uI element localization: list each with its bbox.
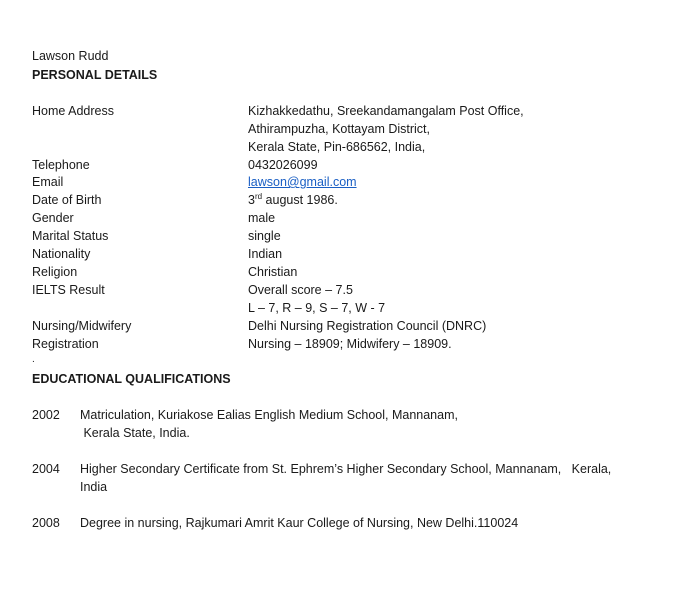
home-address-line-3: Kerala State, Pin-686562, India, xyxy=(248,140,426,154)
stray-period: . xyxy=(32,354,35,365)
telephone-label: Telephone xyxy=(32,158,90,172)
telephone-value: 0432026099 xyxy=(248,158,318,172)
education-year-2004: 2004 xyxy=(32,462,60,476)
dob-value xyxy=(248,193,338,208)
education-2004-line-2: India xyxy=(80,480,108,494)
personal-details-heading: PERSONAL DETAILS xyxy=(32,68,158,82)
home-address-label: Home Address xyxy=(32,104,114,118)
registration-label-line-2: Registration xyxy=(32,337,99,351)
nationality-label: Nationality xyxy=(32,247,91,261)
email-link[interactable]: lawson@gmail.com xyxy=(248,175,357,189)
education-2002-line-1: Matriculation, Kuriakose Ealias English Medium School, Mannanam, xyxy=(80,408,458,422)
education-year-2008: 2008 xyxy=(32,516,60,530)
dob-label: Date of Birth xyxy=(32,193,102,207)
ielts-bands: L – 7, R – 9, S – 7, W - 7 xyxy=(248,301,386,315)
ielts-label: IELTS Result xyxy=(32,283,105,297)
marital-status-value: single xyxy=(248,229,281,243)
registration-label-line-1: Nursing/Midwifery xyxy=(32,319,132,333)
home-address-line-2: Athirampuzha, Kottayam District, xyxy=(248,122,431,136)
home-address-line-1: Kizhakkedathu, Sreekandamangalam Post Office, xyxy=(248,104,524,118)
registration-numbers: Nursing – 18909; Midwifery – 18909. xyxy=(248,337,452,351)
religion-label: Religion xyxy=(32,265,78,279)
education-2002-line-2: Kerala State, India. xyxy=(80,426,190,440)
marital-status-label: Marital Status xyxy=(32,229,109,243)
education-year-2002: 2002 xyxy=(32,408,60,422)
education-heading: EDUCATIONAL QUALIFICATIONS xyxy=(32,372,231,386)
dob-rest: august 1986. xyxy=(262,193,338,207)
nationality-value: Indian xyxy=(248,247,283,261)
registration-council: Delhi Nursing Registration Council (DNRC) xyxy=(248,319,487,333)
dob-suffix: rd xyxy=(254,191,263,201)
religion-value: Christian xyxy=(248,265,298,279)
candidate-name: Lawson Rudd xyxy=(32,49,109,63)
dob-day: 3 xyxy=(248,193,255,207)
email-label: Email xyxy=(32,175,64,189)
gender-value: male xyxy=(248,211,276,225)
gender-label: Gender xyxy=(32,211,74,225)
ielts-overall: Overall score – 7.5 xyxy=(248,283,353,297)
education-2008-line-1: Degree in nursing, Rajkumari Amrit Kaur College of Nursing, New Delhi.110024 xyxy=(80,516,519,530)
education-2004-line-1: Higher Secondary Certificate from St. Ephrem’s Higher Secondary School, Mannanam, Kerala, xyxy=(80,462,612,476)
